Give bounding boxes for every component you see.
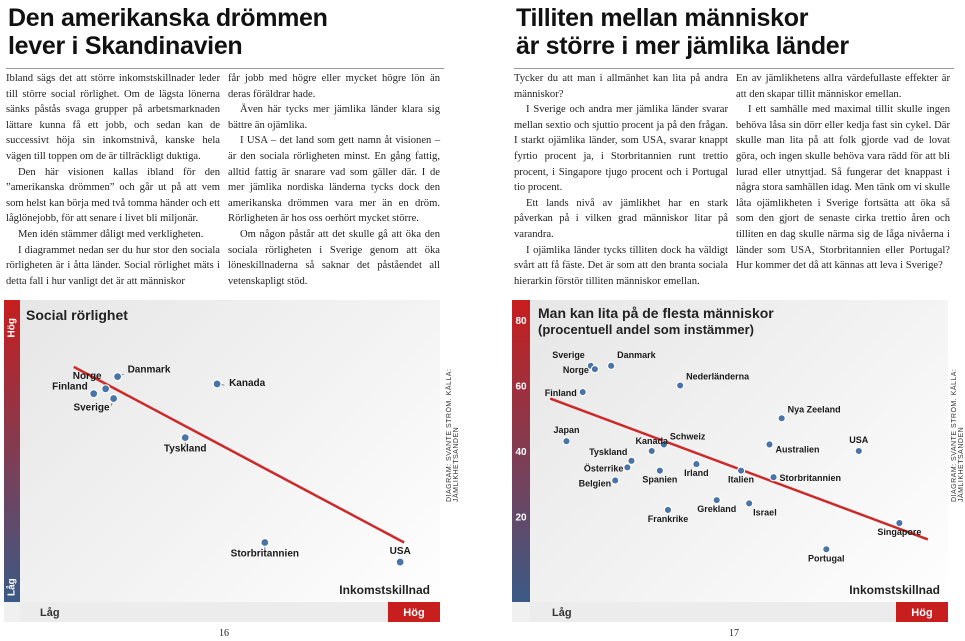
y-tick-label: 40: [515, 447, 527, 458]
y-tick-label: 60: [515, 381, 527, 393]
left-column-2: [228, 71, 440, 289]
left-column-1: [6, 71, 220, 289]
chart-subtitle: (procentuell andel som instämmer): [538, 322, 754, 337]
left-col1-paragraph: Men idén stämmer dåligt med verkligheten.: [18, 228, 204, 240]
data-label-nederlanderna: Nederländerna: [686, 371, 750, 382]
trend-line: [74, 364, 404, 543]
data-label-sverige: Sverige: [73, 402, 110, 414]
right-headline-line-1: Tilliten mellan människor: [516, 4, 809, 32]
data-point-usa: [855, 447, 862, 454]
data-label-frankrike: Frankrike: [647, 513, 689, 524]
data-point-singapore: [896, 519, 903, 526]
data-label-usa: USA: [389, 546, 411, 558]
data-label-schweiz: Schweiz: [669, 431, 706, 442]
data-label-tyskland: Tyskland: [589, 446, 628, 457]
data-point-nederlanderna: [677, 382, 684, 389]
data-label-israel: Israel: [753, 507, 777, 518]
data-point-israel: [746, 500, 753, 507]
data-label-portugal: Portugal: [808, 553, 845, 564]
data-point-nya-zeeland: [778, 415, 785, 422]
right-headline-line-2: är större i mer jämlika länder: [516, 32, 849, 60]
y-tick-label: 20: [515, 512, 527, 524]
right-col1-paragraph: Tycker du att man i allmänhet kan lita på andra människor?: [514, 73, 728, 100]
data-point-usa: [396, 558, 404, 566]
data-label-norge: Norge: [562, 365, 589, 376]
data-point-italien: [737, 467, 744, 474]
data-label-belgien: Belgien: [578, 478, 612, 489]
data-point-danmark: [608, 362, 615, 369]
left-col2-paragraph: får jobb med högre eller mycket högre lön än deras föräldrar hade.: [228, 73, 440, 100]
data-point-australien: [766, 441, 773, 448]
data-label-storbritannien: Storbritannien: [779, 473, 842, 484]
data-point-tyskland: [628, 457, 635, 464]
data-point-norge: [102, 385, 110, 393]
left-headline-line-2: lever i Skandinavien: [8, 32, 243, 60]
data-point-tyskland: [181, 434, 189, 442]
data-label-japan: Japan: [553, 425, 580, 436]
data-label-irland: Irland: [684, 468, 709, 479]
data-label-danmark: Danmark: [617, 349, 656, 360]
x-axis-band: [530, 602, 948, 622]
right-headline: [516, 4, 849, 60]
left-col2-paragraph: Även här tycks mer jämlika länder klara sig bättre än ojämlika.: [228, 104, 440, 131]
x-axis-title: Inkomstskillnad: [849, 583, 940, 597]
right-col2-paragraph: En av jämlikhetens allra värdefullaste effekter är att den skapar tillit människor emellan.: [736, 73, 950, 100]
data-label-tyskland: Tyskland: [163, 443, 207, 455]
data-label-danmark: Danmark: [127, 364, 171, 376]
data-point-japan: [563, 438, 570, 445]
y-high-label: Hög: [6, 318, 18, 338]
data-label-usa: USA: [849, 435, 869, 445]
data-point-finland: [90, 390, 98, 398]
trust-chart: [512, 300, 948, 622]
data-label-nya-zeeland: Nya Zeeland: [787, 404, 841, 415]
social-mobility-chart: [4, 300, 440, 622]
right-headline-rule: [514, 68, 954, 69]
data-label-osterrike: Österrike: [583, 463, 624, 474]
right-diagram-credit: DIAGRAM: SVANTE STRÖM. KÄLLA: JÄMLIKHETSANDEN: [951, 368, 965, 502]
data-label-grekland: Grekland: [697, 504, 737, 515]
data-label-kanada: Kanada: [229, 377, 266, 389]
data-point-kanada: [213, 380, 221, 388]
data-label-norge: Norge: [72, 370, 102, 382]
data-point-finland: [579, 388, 586, 395]
data-label-kanada: Kanada: [635, 436, 668, 446]
trust-chart-svg: [512, 300, 948, 622]
data-point-portugal: [823, 546, 830, 553]
y-tick-label: 80: [515, 316, 527, 327]
data-label-finland: Finland: [544, 388, 577, 399]
data-point-norge: [591, 366, 598, 373]
right-col1-paragraph: I ojämlika länder tycks tilliten dock ha väldigt svårt att få fäste. Det är som att den branta sociala hierarkin förstör tilliten människor emellan.: [514, 244, 728, 287]
data-point-storbritannien: [770, 474, 777, 481]
data-point-danmark: [114, 373, 122, 381]
right-column-2: [736, 71, 950, 274]
right-page-number: 17: [729, 628, 739, 639]
data-point-kanada: [648, 447, 655, 454]
data-point-storbritannien: [261, 539, 269, 547]
social-mobility-chart-svg: [4, 300, 440, 622]
y-axis-bar: [4, 300, 20, 602]
left-col1-paragraph: Den här visionen kallas ibland för den ”amerikanska drömmen” och går ut på att vem som helst kan börja med två tomma händer och ett låglönejobb, för att senare i livet bli miljonär.: [6, 166, 220, 225]
chart-title: Man kan lita på de flesta människor: [538, 305, 774, 321]
left-col1-paragraph: I diagrammet nedan ser du hur stor den sociala rörligheten är i åtta länder. Social rörlighet mäts i detta fall i hur vanligt det är att människor: [6, 244, 220, 287]
left-diagram-credit: DIAGRAM: SVANTE STRÖM. KÄLLA: JÄMLIKHETSANDEN: [446, 368, 460, 502]
data-label-spanien: Spanien: [642, 474, 678, 485]
left-headline: [8, 4, 328, 60]
right-col1-paragraph: Ett lands nivå av jämlikhet har en stark påverkan på i vilken grad människor litar på varandra.: [514, 197, 728, 240]
data-label-finland: Finland: [52, 381, 88, 393]
left-col2-paragraph: I USA – det land som gett namn åt visionen – är den sociala rörligheten minst. En gång fattig, alltid fattig är snarare vad som gäller där. I de mer jämlika nordiska länderna tycks dock den amerikanska drömmen vara mer än en dröm. Rörligheten är hos oss oerhört mycket större.: [228, 135, 440, 225]
left-col1-paragraph: Ibland sägs det att större inkomstskillnader leder till större social rörlighet. Om de lägsta lönerna sänks påstås svaga grupper på arbetsmarknaden lättare kunna få ett jobb, och sedan kan de successivt höja sin inkomstnivå, kanske hela vägen till toppen om de är tillräckligt duktiga.: [6, 73, 220, 162]
data-point-sverige: [110, 395, 118, 403]
data-point-belgien: [612, 477, 619, 484]
x-axis-band: [20, 602, 440, 622]
right-col2-paragraph: I ett samhälle med maximal tillit skulle ingen behöva låsa sin dörr eller kedja fast sin cykel. Där skulle man lita på att folk gjorde vad de lovat göra, och ingen skulle behöva vara rädd för att bli lurad eller utnyttjad. Så fungerar det knappast i några stora samhällen idag. Men tänk om vi skulle låta ojämlikheten i Sverige fortsätta att öka så som den gjort de senaste cirka trettio åren och tilliten en dag skulle närma sig de låga nivåerna i länder som USA, Storbritannien eller Portugal? Hur kommer det då att kännas att leva i Sverige?: [736, 104, 950, 272]
data-point-spanien: [656, 467, 663, 474]
x-low-label: Låg: [552, 607, 572, 619]
left-page-number: 16: [219, 628, 229, 639]
data-label-italien: Italien: [728, 474, 755, 485]
data-label-australien: Australien: [775, 444, 820, 455]
data-point-irland: [693, 461, 700, 468]
left-headline-line-1: Den amerikanska drömmen: [8, 4, 328, 32]
data-label-singapore: Singapore: [877, 527, 922, 538]
data-point-frankrike: [664, 506, 671, 513]
left-col2-paragraph: Om någon påstår att det skulle gå att öka den sociala rörligheten i Sverige genom att öka löneskillnaderna så saknar det påståendet all vetenskapligt stöd.: [228, 228, 440, 287]
data-label-storbritannien: Storbritannien: [230, 548, 300, 560]
data-point-osterrike: [624, 464, 631, 471]
chart-title: Social rörlighet: [26, 307, 128, 323]
x-high-label: Hög: [403, 607, 425, 619]
right-col1-paragraph: I Sverige och andra mer jämlika länder svarar mellan sextio och sjuttio procent ja på den frågan. I starkt ojämlika länder, som USA, svarar knappt fyrtio procent ja, i Storbritannien runt trettio procent, i Singapore tjugo procent och i Portugal tio procent.: [514, 104, 728, 194]
y-low-label: Låg: [6, 578, 18, 596]
x-axis-title: Inkomstskillnad: [339, 583, 430, 597]
right-column-1: [514, 71, 728, 289]
data-label-sverige: Sverige: [552, 349, 585, 360]
x-high-label: Hög: [911, 607, 933, 619]
data-point-grekland: [713, 497, 720, 504]
left-headline-rule: [6, 68, 444, 69]
x-low-label: Låg: [40, 607, 60, 619]
